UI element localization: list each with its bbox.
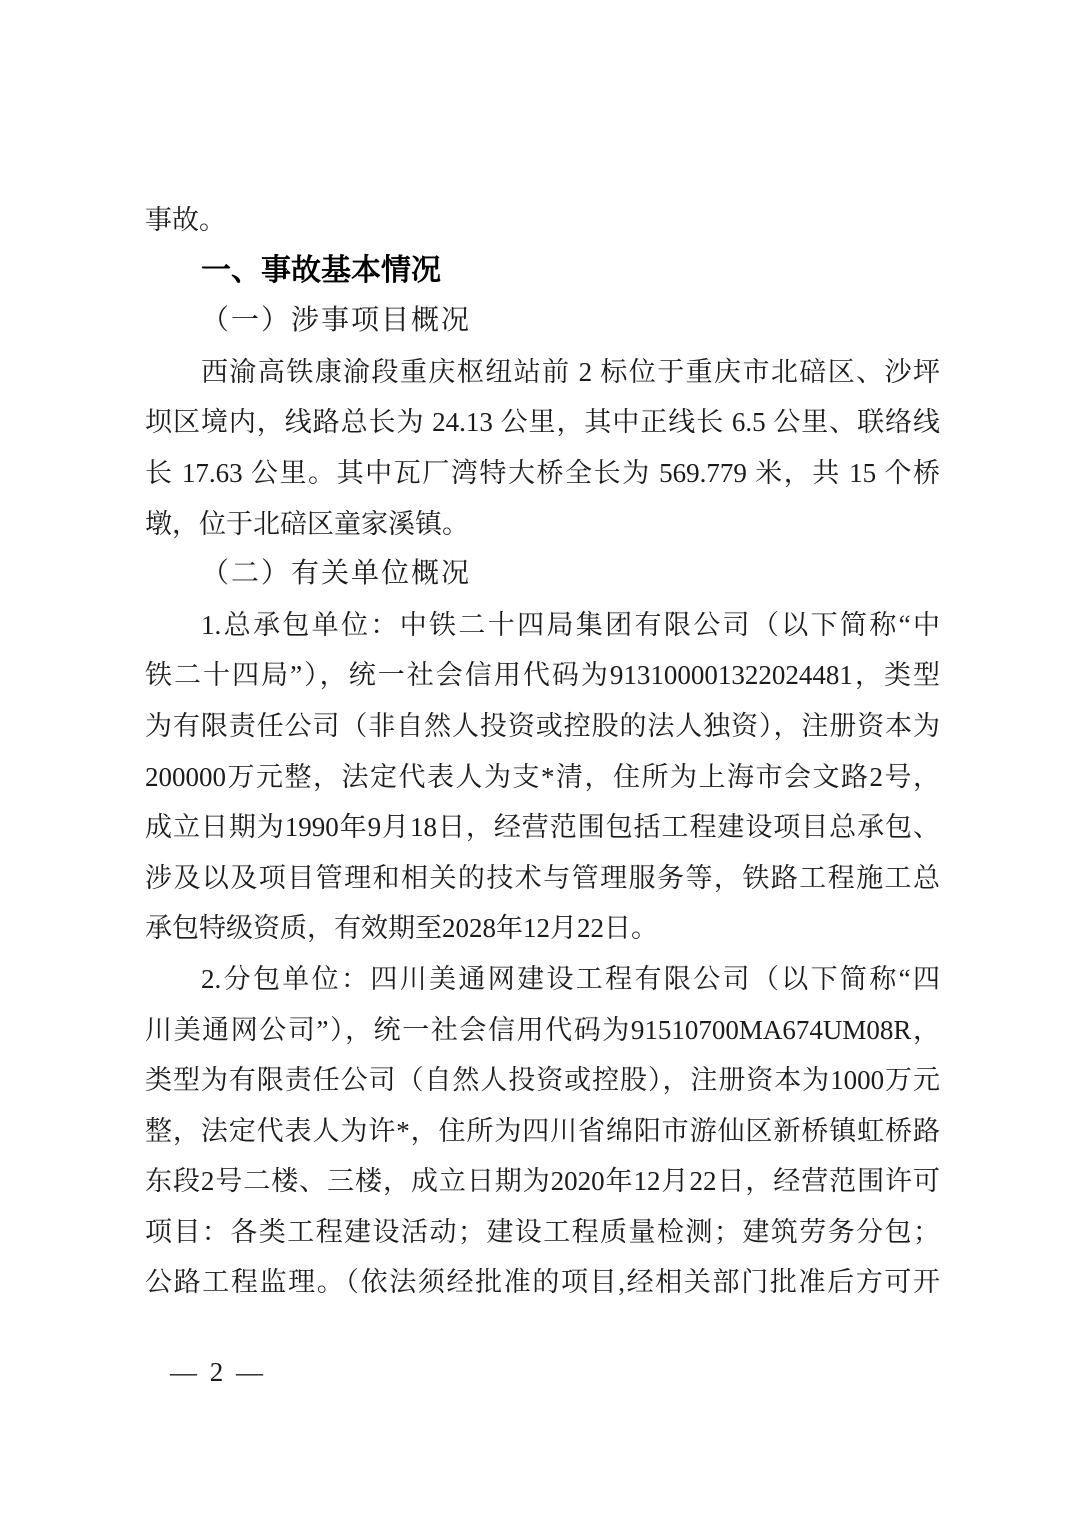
section-heading: 一、事故基本情况 <box>201 253 441 287</box>
paragraph-line: 涉及以及项目管理和相关的技术与管理服务等，铁路工程施工总 <box>145 862 940 893</box>
paragraph-line: 西渝高铁康渝段重庆枢纽站前 2 标位于重庆市北碚区、沙坪 <box>201 356 940 387</box>
paragraph-line: 东段2号二楼、三楼，成立日期为2020年12月22日，经营范围许可 <box>145 1166 940 1197</box>
paragraph-line: 2.分包单位：四川美通网建设工程有限公司（以下简称“四 <box>201 963 940 994</box>
paragraph-line: 1.总承包单位：中铁二十四局集团有限公司（以下简称“中 <box>201 609 940 640</box>
paragraph-line: 整，法定代表人为许*，住所为四川省绵阳市游仙区新桥镇虹桥路 <box>145 1115 940 1146</box>
page-number: — 2 — <box>170 1357 266 1387</box>
paragraph-line: 长 17.63 公里。其中瓦厂湾特大桥全长为 569.779 米，共 15 个桥 <box>145 457 940 488</box>
subsection-2-heading: （二）有关单位概况 <box>201 558 472 590</box>
paragraph-line: 类型为有限责任公司（自然人投资或控股），注册资本为1000万元 <box>145 1065 940 1096</box>
paragraph-line: 墩，位于北碚区童家溪镇。 <box>145 508 469 539</box>
paragraph-line: 铁二十四局”），统一社会信用代码为913100001322024481，类型 <box>145 660 940 691</box>
paragraph-line: 项目：各类工程建设活动；建设工程质量检测；建筑劳务分包； <box>145 1216 940 1247</box>
paragraph-line: 川美通网公司”），统一社会信用代码为91510700MA674UM08R， <box>145 1014 940 1045</box>
paragraph-line: 为有限责任公司（非自然人投资或控股的法人独资），注册资本为 <box>145 710 940 741</box>
paragraph-line: 成立日期为1990年9月18日，经营范围包括工程建设项目总承包、 <box>145 812 940 843</box>
document-content <box>145 195 940 1308</box>
subsection-1-heading: （一）涉事项目概况 <box>201 305 472 337</box>
paragraph-line: 承包特级资质，有效期至2028年12月22日。 <box>145 913 658 944</box>
paragraph-line: 坝区境内，线路总长为 24.13 公里，其中正线长 6.5 公里、联络线 <box>145 407 940 438</box>
paragraph-line: 公路工程监理。（依法须经批准的项目,经相关部门批准后方可开 <box>145 1267 940 1298</box>
intro-continuation-text: 事故。 <box>145 205 226 235</box>
paragraph-line: 200000万元整，法定代表人为支*清，住所为上海市会文路2号， <box>145 761 940 792</box>
